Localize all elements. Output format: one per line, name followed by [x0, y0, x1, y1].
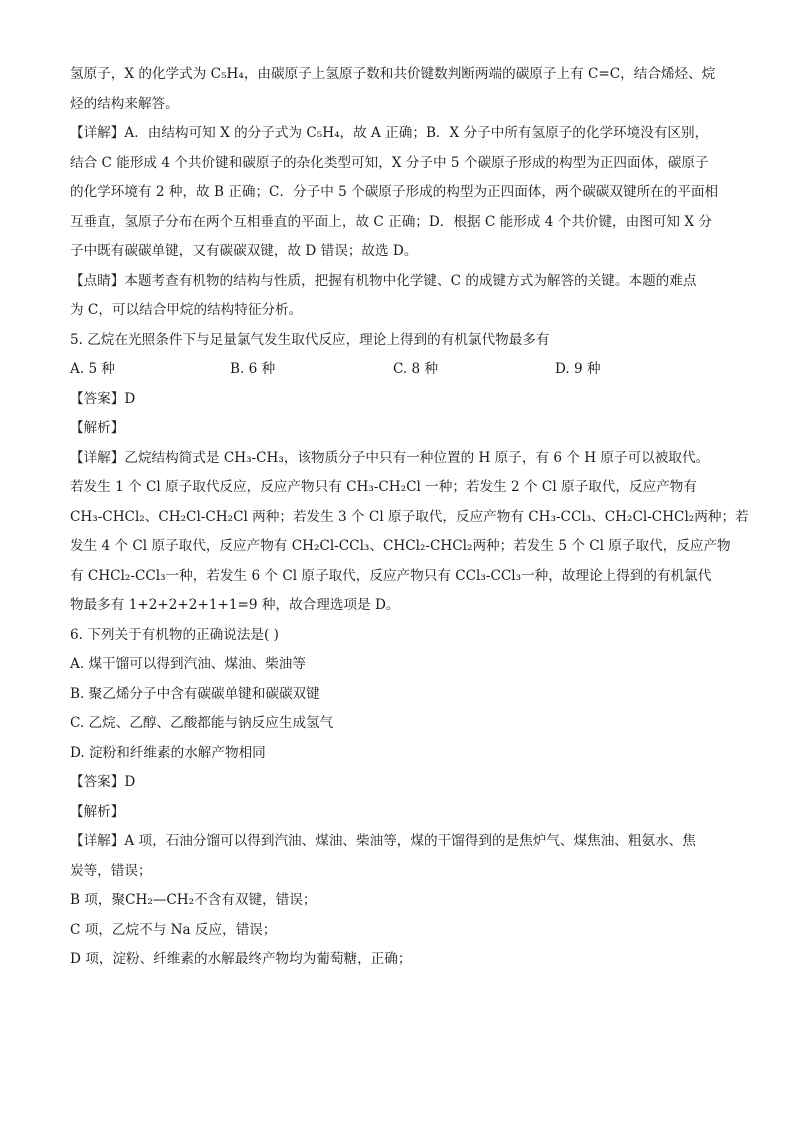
text-line: 发生 4 个 Cl 原子取代，反应产物有 CH₂Cl-CCl₃、CHCl₂-CHCl₂两种；若发生 5 个 Cl 原子取代，反应产物	[70, 538, 731, 554]
answer-label: 【答案】D	[70, 390, 136, 407]
option-b: B. 6 种	[230, 361, 276, 377]
option-d: D. 9 种	[555, 361, 601, 377]
option-c: C. 8 种	[393, 361, 439, 377]
text-line: CH₃-CHCl₂、CH₂Cl-CH₂Cl 两种；若发生 3 个 Cl 原子取代，反应产物有 CH₃-CCl₃、CH₂Cl-CHCl₂两种；若	[70, 508, 749, 525]
document-page	[70, 60, 749, 975]
question-5-options	[70, 355, 730, 385]
text-line: 有 CHCl₂-CCl₃一种，若发生 6 个 Cl 原子取代，反应产物只有 CCl₃-CCl₃一种，故理论上得到的有机氯代	[70, 567, 712, 584]
option-b: B. 聚乙烯分子中含有碳碳单键和碳碳双键	[70, 685, 320, 702]
text-line: 互垂直，氢原子分布在两个互相垂直的平面上，故 C 正确；D．根据 C 能形成 4 个共价键，由图可知 X 分	[70, 213, 712, 230]
text-line: 为 C，可以结合甲烷的结构特征分析。	[70, 302, 303, 318]
text-line: 【详解】乙烷结构简式是 CH₃-CH₃，该物质分子中只有一种位置的 H 原子，有 6 个 H 原子可以被取代。	[70, 449, 710, 466]
answer-label: 【答案】D	[70, 774, 136, 790]
question-6: 6. 下列关于有机物的正确说法是( )	[70, 626, 279, 643]
question-5: 5. 乙烷在光照条件下与足量氯气发生取代反应，理论上得到的有机氯代物最多有	[70, 331, 550, 348]
text-line: 烃的结构来解答。	[70, 95, 179, 112]
text-line: 【详解】A 项，石油分馏可以得到汽油、煤油、柴油等，煤的干馏得到的是焦炉气、煤焦油、粗氨水、焦	[70, 833, 696, 849]
text-line: 若发生 1 个 Cl 原子取代反应，反应产物只有 CH₃-CH₂Cl 一种；若发生 2 个 Cl 原子取代，反应产物有	[70, 479, 697, 495]
analysis-label: 【解析】	[70, 803, 125, 820]
option-c: C. 乙烷、乙醇、乙酸都能与钠反应生成氢气	[70, 715, 334, 731]
text-line: 结合 C 能形成 4 个共价键和碳原子的杂化类型可知，X 分子中 5 个碳原子形成的构型为正四面体，碳原子	[70, 154, 709, 171]
text-line: 物最多有 1+2+2+2+1+1=9 种，故合理选项是 D。	[70, 597, 400, 613]
text-line: 氢原子，X 的化学式为 C₅H₄，由碳原子上氢原子数和共价键数判断两端的碳原子上有 C=C，结合烯烃、烷	[70, 66, 716, 82]
option-a: A. 5 种	[70, 361, 116, 377]
text-line: 子中既有碳碳单键，又有碳碳双键，故 D 错误；故选 D。	[70, 243, 418, 259]
option-d: D. 淀粉和纤维素的水解产物相同	[70, 744, 266, 761]
text-line: B 项，聚CH₂—CH₂不含有双键，错误；	[70, 892, 317, 908]
analysis-label: 【解析】	[70, 420, 125, 436]
text-line: 的化学环境有 2 种，故 B 正确；C．分子中 5 个碳原子形成的构型为正四面体，两个碳碳双键所在的平面相	[70, 184, 719, 200]
text-line: 【详解】A．由结构可知 X 的分子式为 C₅H₄，故 A 正确；B．X 分子中所有氢原子的化学环境没有区别，	[70, 125, 709, 141]
text-line: 炭等，错误；	[70, 862, 152, 879]
text-line: D 项，淀粉、纤维素的水解最终产物均为葡萄糖，正确；	[70, 951, 412, 967]
text-line: 【点睛】本题考查有机物的结构与性质，把握有机物中化学键、C 的成键方式为解答的关键。本题的难点	[70, 272, 697, 289]
text-line: C 项，乙烷不与 Na 反应，错误；	[70, 921, 277, 938]
option-a: A. 煤干馏可以得到汽油、煤油、柴油等	[70, 656, 306, 672]
